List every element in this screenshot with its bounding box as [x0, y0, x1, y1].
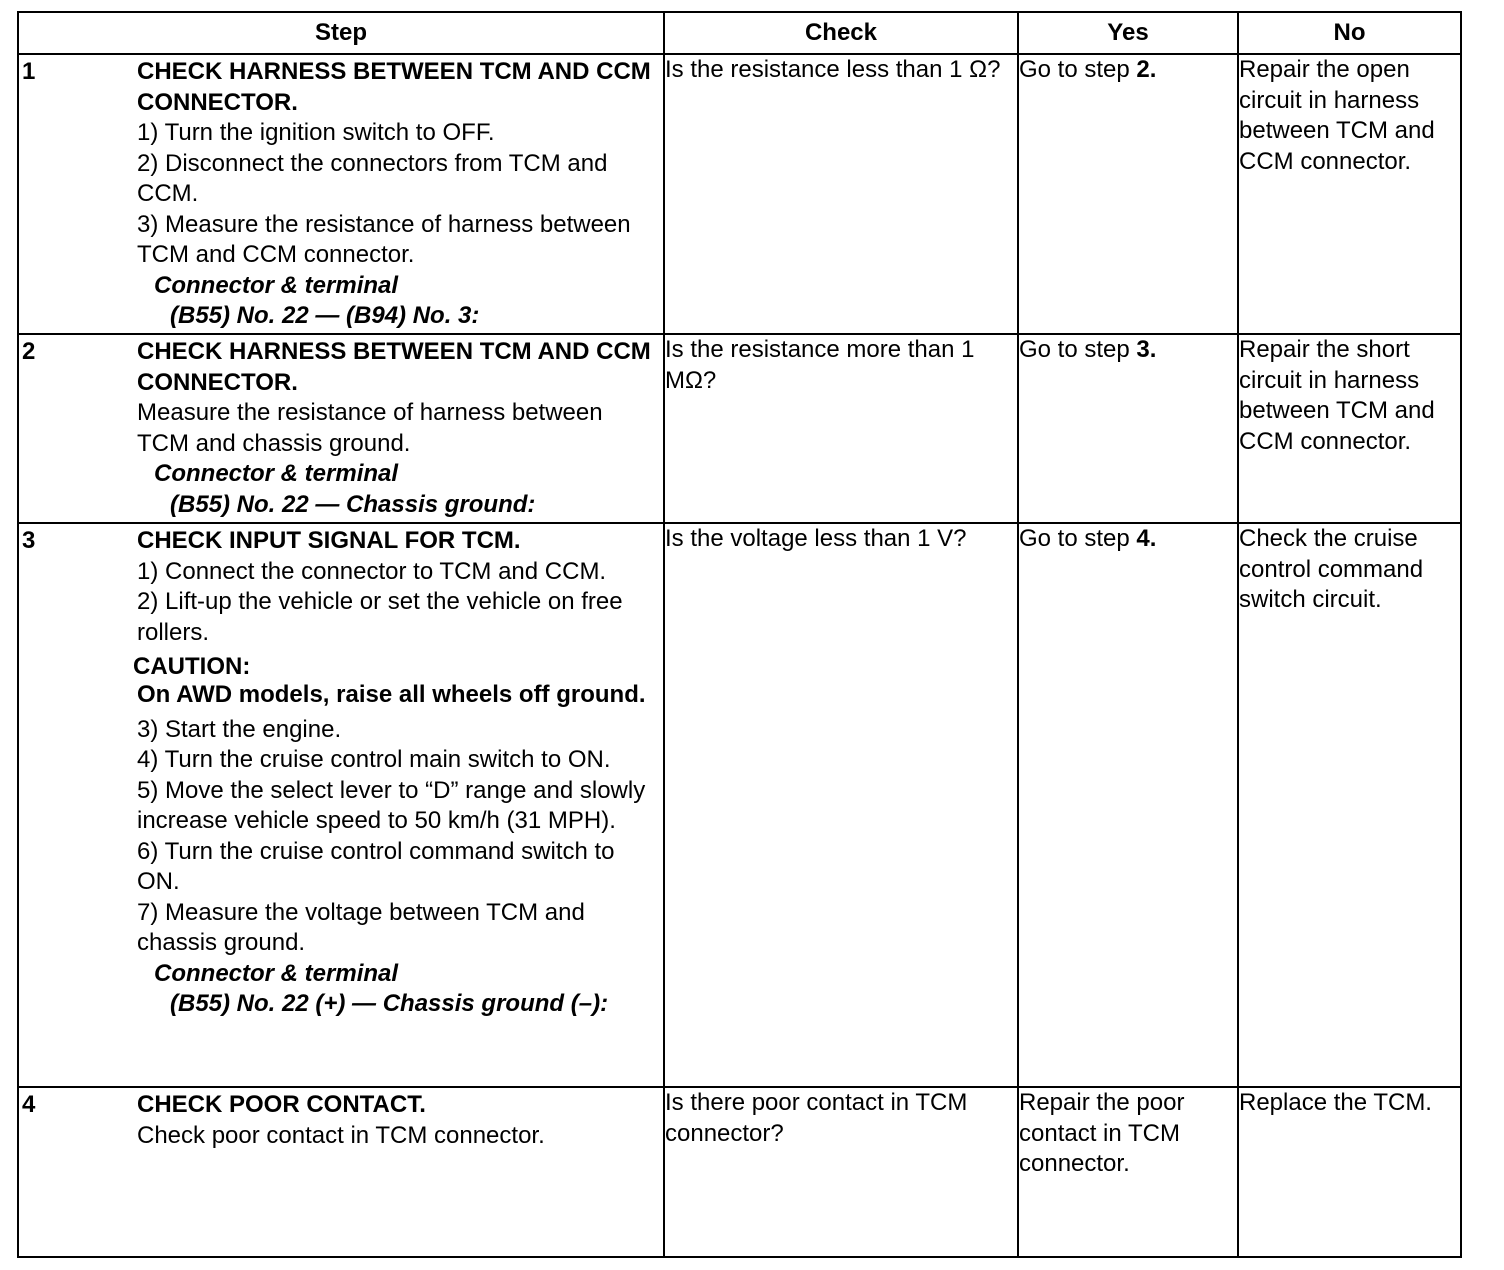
- header-no: No: [1238, 12, 1461, 54]
- yes-step-ref: 4.: [1136, 525, 1157, 552]
- no-cell: Replace the TCM.: [1238, 1087, 1461, 1257]
- no-cell: Repair the open circuit in harness between TCM and CCM connector.: [1238, 54, 1461, 334]
- caution-text: On AWD models, raise all wheels off ground.: [137, 681, 646, 708]
- step-number: 1: [22, 58, 36, 85]
- step-title: CHECK HARNESS BETWEEN TCM AND CCM CONNECTOR.: [137, 58, 651, 116]
- step-instruction: 6) Turn the cruise control command switch to ON.: [137, 837, 615, 895]
- step-cell: [18, 54, 664, 334]
- connector-terminal: (B55) No. 22 — (B94) No. 3:: [170, 302, 480, 329]
- check-cell: Is the voltage less than 1 V?: [664, 523, 1018, 1087]
- step-row-2: [18, 334, 1461, 523]
- yes-step-ref: 2.: [1136, 56, 1157, 83]
- yes-text: Go to step: [1019, 56, 1137, 83]
- step-instruction: 5) Move the select lever to “D” range and slowly increase vehicle speed to 50 km/h (31 MPH).: [137, 776, 646, 834]
- step-instruction: 2) Disconnect the connectors from TCM and CCM.: [137, 149, 608, 207]
- yes-cell: [1018, 523, 1238, 1087]
- step-number: 2: [22, 338, 36, 365]
- header-step: Step: [18, 12, 664, 54]
- step-title: CHECK INPUT SIGNAL FOR TCM.: [137, 527, 521, 554]
- step-number: 4: [22, 1091, 36, 1118]
- check-cell: Is the resistance more than 1 MΩ?: [664, 334, 1018, 523]
- no-cell: Check the cruise control command switch circuit.: [1238, 523, 1461, 1087]
- connector-label: Connector & terminal: [154, 271, 399, 299]
- yes-text: Go to step: [1019, 336, 1137, 363]
- step-instruction: Check poor contact in TCM connector.: [137, 1121, 545, 1149]
- step-title: CHECK POOR CONTACT.: [137, 1091, 426, 1118]
- yes-step-ref: 3.: [1136, 336, 1157, 363]
- step-cell: [18, 523, 664, 1087]
- step-title: CHECK HARNESS BETWEEN TCM AND CCM CONNECTOR.: [137, 338, 651, 396]
- step-instruction: 7) Measure the voltage between TCM and chassis ground.: [137, 898, 585, 956]
- step-instruction: 2) Lift-up the vehicle or set the vehicle on free rollers.: [137, 588, 623, 646]
- step-row-3: [18, 523, 1461, 1087]
- step-instruction: Measure the resistance of harness between TCM and chassis ground.: [137, 399, 603, 457]
- header-row: [18, 12, 1461, 54]
- yes-cell: Repair the poor contact in TCM connector.: [1018, 1087, 1238, 1257]
- step-row-4: [18, 1087, 1461, 1257]
- header-yes: Yes: [1018, 12, 1238, 54]
- step-cell: [18, 1087, 664, 1257]
- connector-label: Connector & terminal: [154, 959, 399, 987]
- connector-label: Connector & terminal: [154, 460, 399, 487]
- check-cell: Is there poor contact in TCM connector?: [664, 1087, 1018, 1257]
- step-instruction: 1) Turn the ignition switch to OFF.: [137, 119, 495, 146]
- yes-cell: [1018, 334, 1238, 523]
- yes-cell: [1018, 54, 1238, 334]
- no-cell: Repair the short circuit in harness between TCM and CCM connector.: [1238, 334, 1461, 523]
- connector-terminal: (B55) No. 22 — Chassis ground:: [170, 490, 536, 518]
- diagnostic-table: [17, 11, 1462, 1258]
- step-number: 3: [22, 527, 36, 554]
- step-instruction: 1) Connect the connector to TCM and CCM.: [137, 557, 607, 585]
- step-row-1: [18, 54, 1461, 334]
- step-instruction: 4) Turn the cruise control main switch to ON.: [137, 746, 611, 773]
- step-instruction: 3) Measure the resistance of harness between TCM and CCM connector.: [137, 210, 631, 268]
- step-instruction: 3) Start the engine.: [137, 715, 342, 743]
- connector-terminal: (B55) No. 22 (+) — Chassis ground (–):: [170, 990, 609, 1017]
- step-cell: [18, 334, 664, 523]
- check-cell: Is the resistance less than 1 Ω?: [664, 54, 1018, 334]
- caution-label: CAUTION:: [133, 653, 251, 680]
- header-check: Check: [664, 12, 1018, 54]
- yes-text: Go to step: [1019, 525, 1137, 552]
